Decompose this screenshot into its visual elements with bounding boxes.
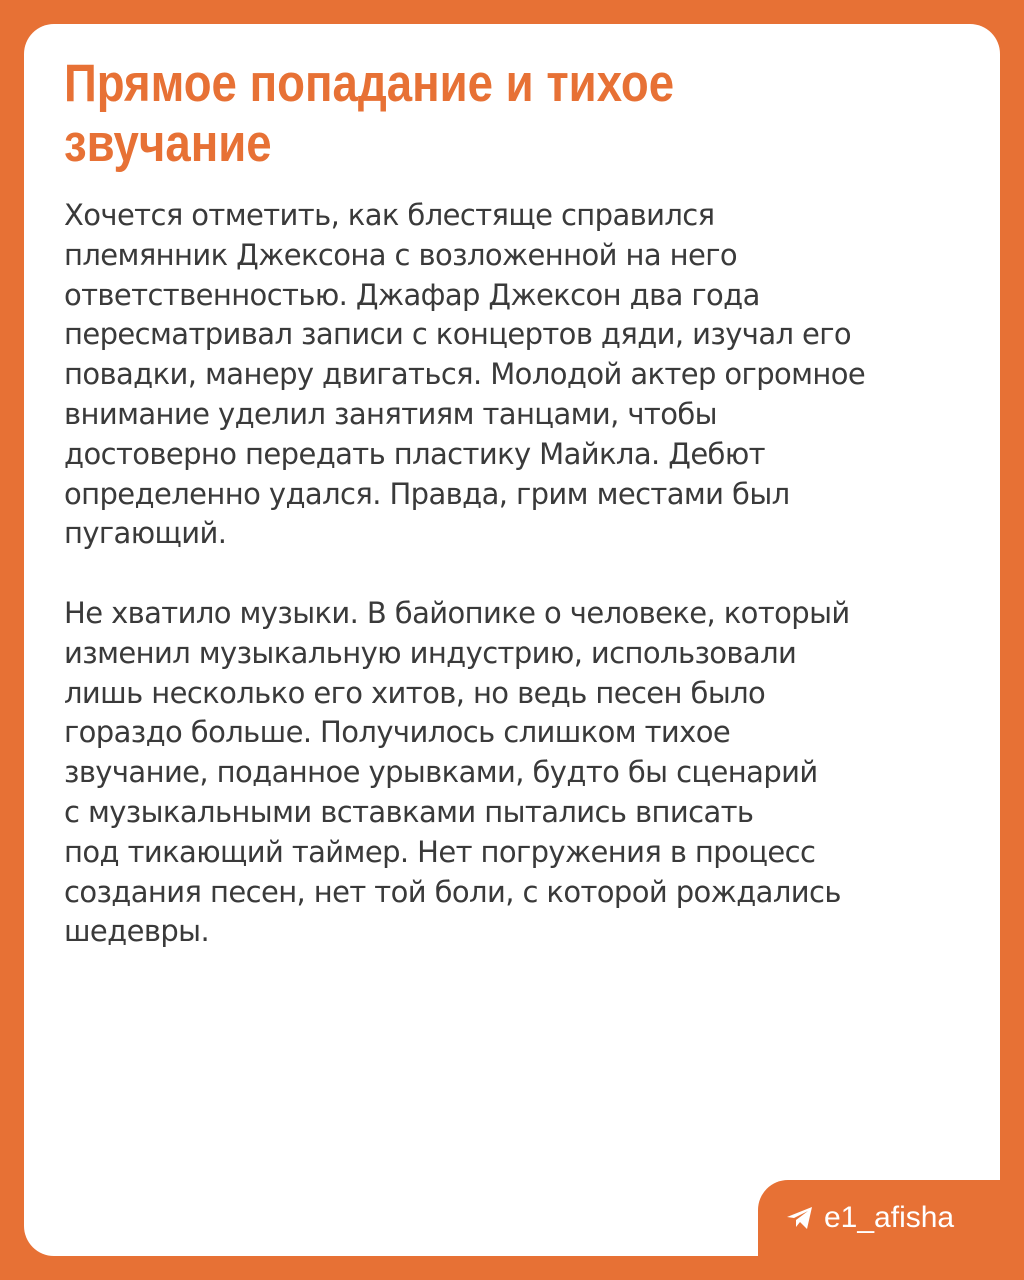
paragraph-1: Хочется отметить, как блестяще справился племянник Джексона с возложенной на него ответственностью. Джафар Джексон два года пересматривал записи с концертов дяди, изучал его повадки, манеру двигаться. Молодой актер огромное внимание уделил занятиям танцами, чтобы достоверно передать пластику Майкла. Дебют определенно удался. Правда, грим местами был пугающий. (64, 198, 866, 551)
telegram-icon (786, 1205, 814, 1231)
article-title: Прямое попадание и тихое звучание (64, 54, 675, 173)
article-body (64, 196, 964, 992)
content-card (24, 24, 1000, 1256)
channel-handle[interactable] (786, 1196, 954, 1240)
paragraph-2: Не хватило музыки. В байопике о человеке, который изменил музыкальную индустрию, использовали лишь несколько его хитов, но ведь песен было гораздо больше. Получилось слишком тихое звучание, поданное урывками, будто бы сценарий с музыкальными вставками пытались вписать под тикающий таймер. Нет погружения в процесс создания песен, нет той боли, с которой рождались шедевры. (64, 595, 850, 949)
channel-handle-text: e1_afisha (824, 1201, 955, 1234)
